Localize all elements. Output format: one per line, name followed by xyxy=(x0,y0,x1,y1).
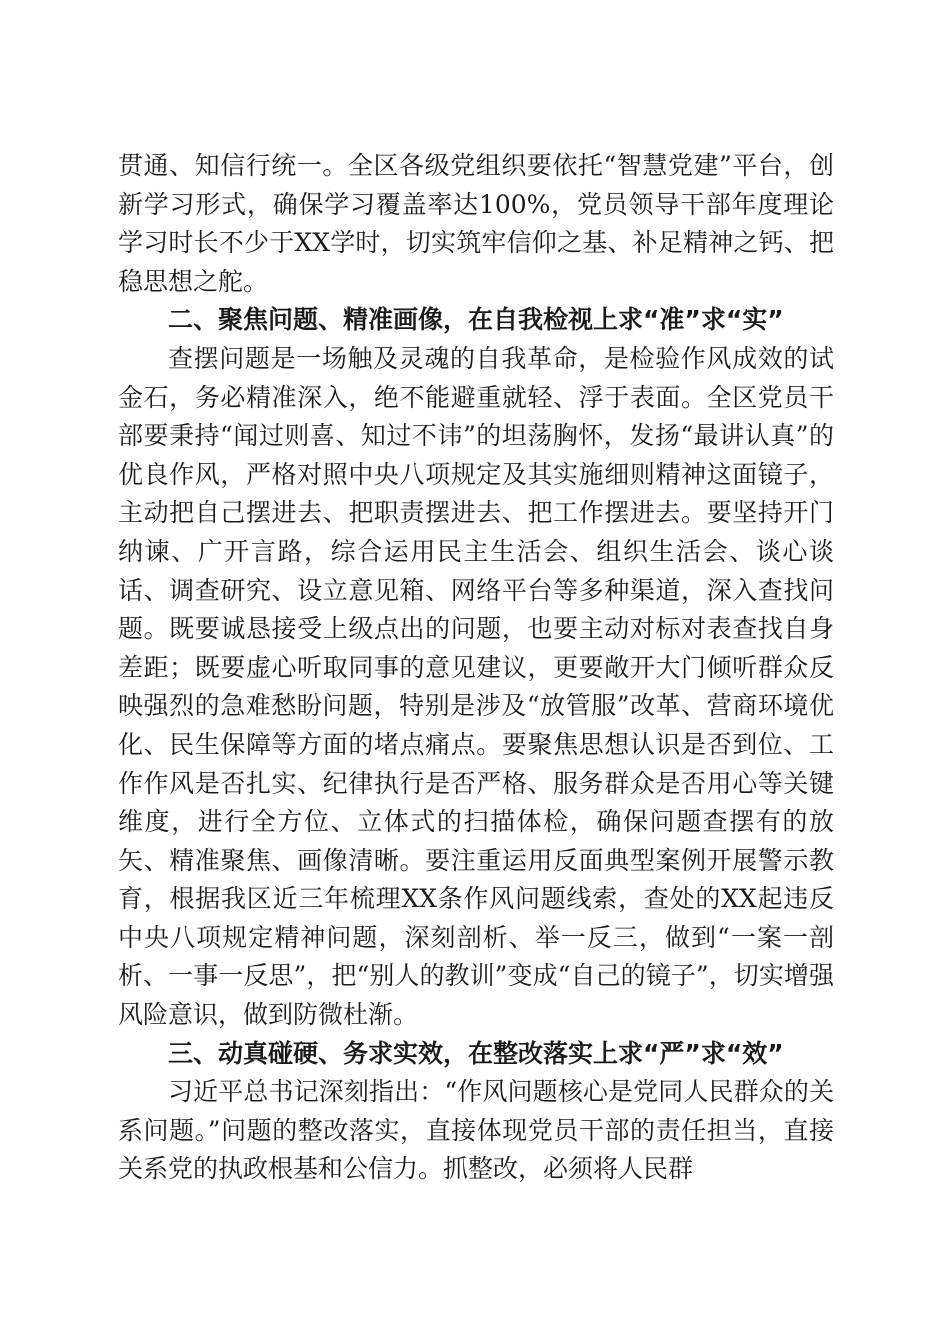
section-heading-3: 三、动真碰硬、务求实效，在整改落实上求“严”求“效” xyxy=(168,1038,784,1068)
paragraph-2: 查摆问题是一场触及灵魂的自我革命，是检验作风成效的试金石，务必精准深入，绝不能避重就轻、浮于表面。全区党员干部要秉持“闻过则喜、知过不讳”的坦荡胸怀，发扬“最讲认真”的优良作风，严格对照中央八项规定及其实施细则精神这面镜子，主动把自己摆进去、把职责摆进去、把工作摆进去。要坚持开门纳谏、广开言路，综合运用民主生活会、组织生活会、谈心谈话、调查研究、设立意见箱、网络平台等多种渠道，深入查找问题。既要诚恳接受上级点出的问题，也要主动对标对表查找自身差距；既要虚心听取同事的意见建议，更要敞开大门倾听群众反映强烈的急难愁盼问题，特别是涉及“放管服”改革、营商环境优化、民生保障等方面的堵点痛点。要聚焦思想认识是否到位、工作作风是否扎实、纪律执行是否严格、服务群众是否用心等关键维度，进行全方位、立体式的扫描体检，确保问题查摆有的放矢、精准聚焦、画像清晰。要注重运用反面典型案例开展警示教育，根据我区近三年梳理XX条作风问题线索，查处的XX起违反中央八项规定精神问题，深刻剖析、举一反三，做到“一案一剖析、一事一反思”，把“别人的教训”变成“自己的镜子”，切实增强风险意识，做到防微杜渐。 xyxy=(118,343,834,1030)
section-heading-2: 二、聚焦问题、精准画像，在自我检视上求“准”求“实” xyxy=(168,305,784,335)
paragraph-3: 习近平总书记深刻指出：“作风问题核心是党同人民群众的关系问题。”问题的整改落实，直接体现党员干部的责任担当，直接关系党的执政根基和公信力。抓整改，必须将人民群 xyxy=(118,1077,834,1184)
paragraph-continued: 贯通、知信行统一。全区各级党组织要依托“智慧党建”平台，创新学习形式，确保学习覆盖率达100%，党员领导干部年度理论学习时长不少于XX学时，切实筑牢信仰之基、补足精神之钙、把稳思想之舵。 xyxy=(118,151,834,296)
document-body xyxy=(118,147,834,1189)
